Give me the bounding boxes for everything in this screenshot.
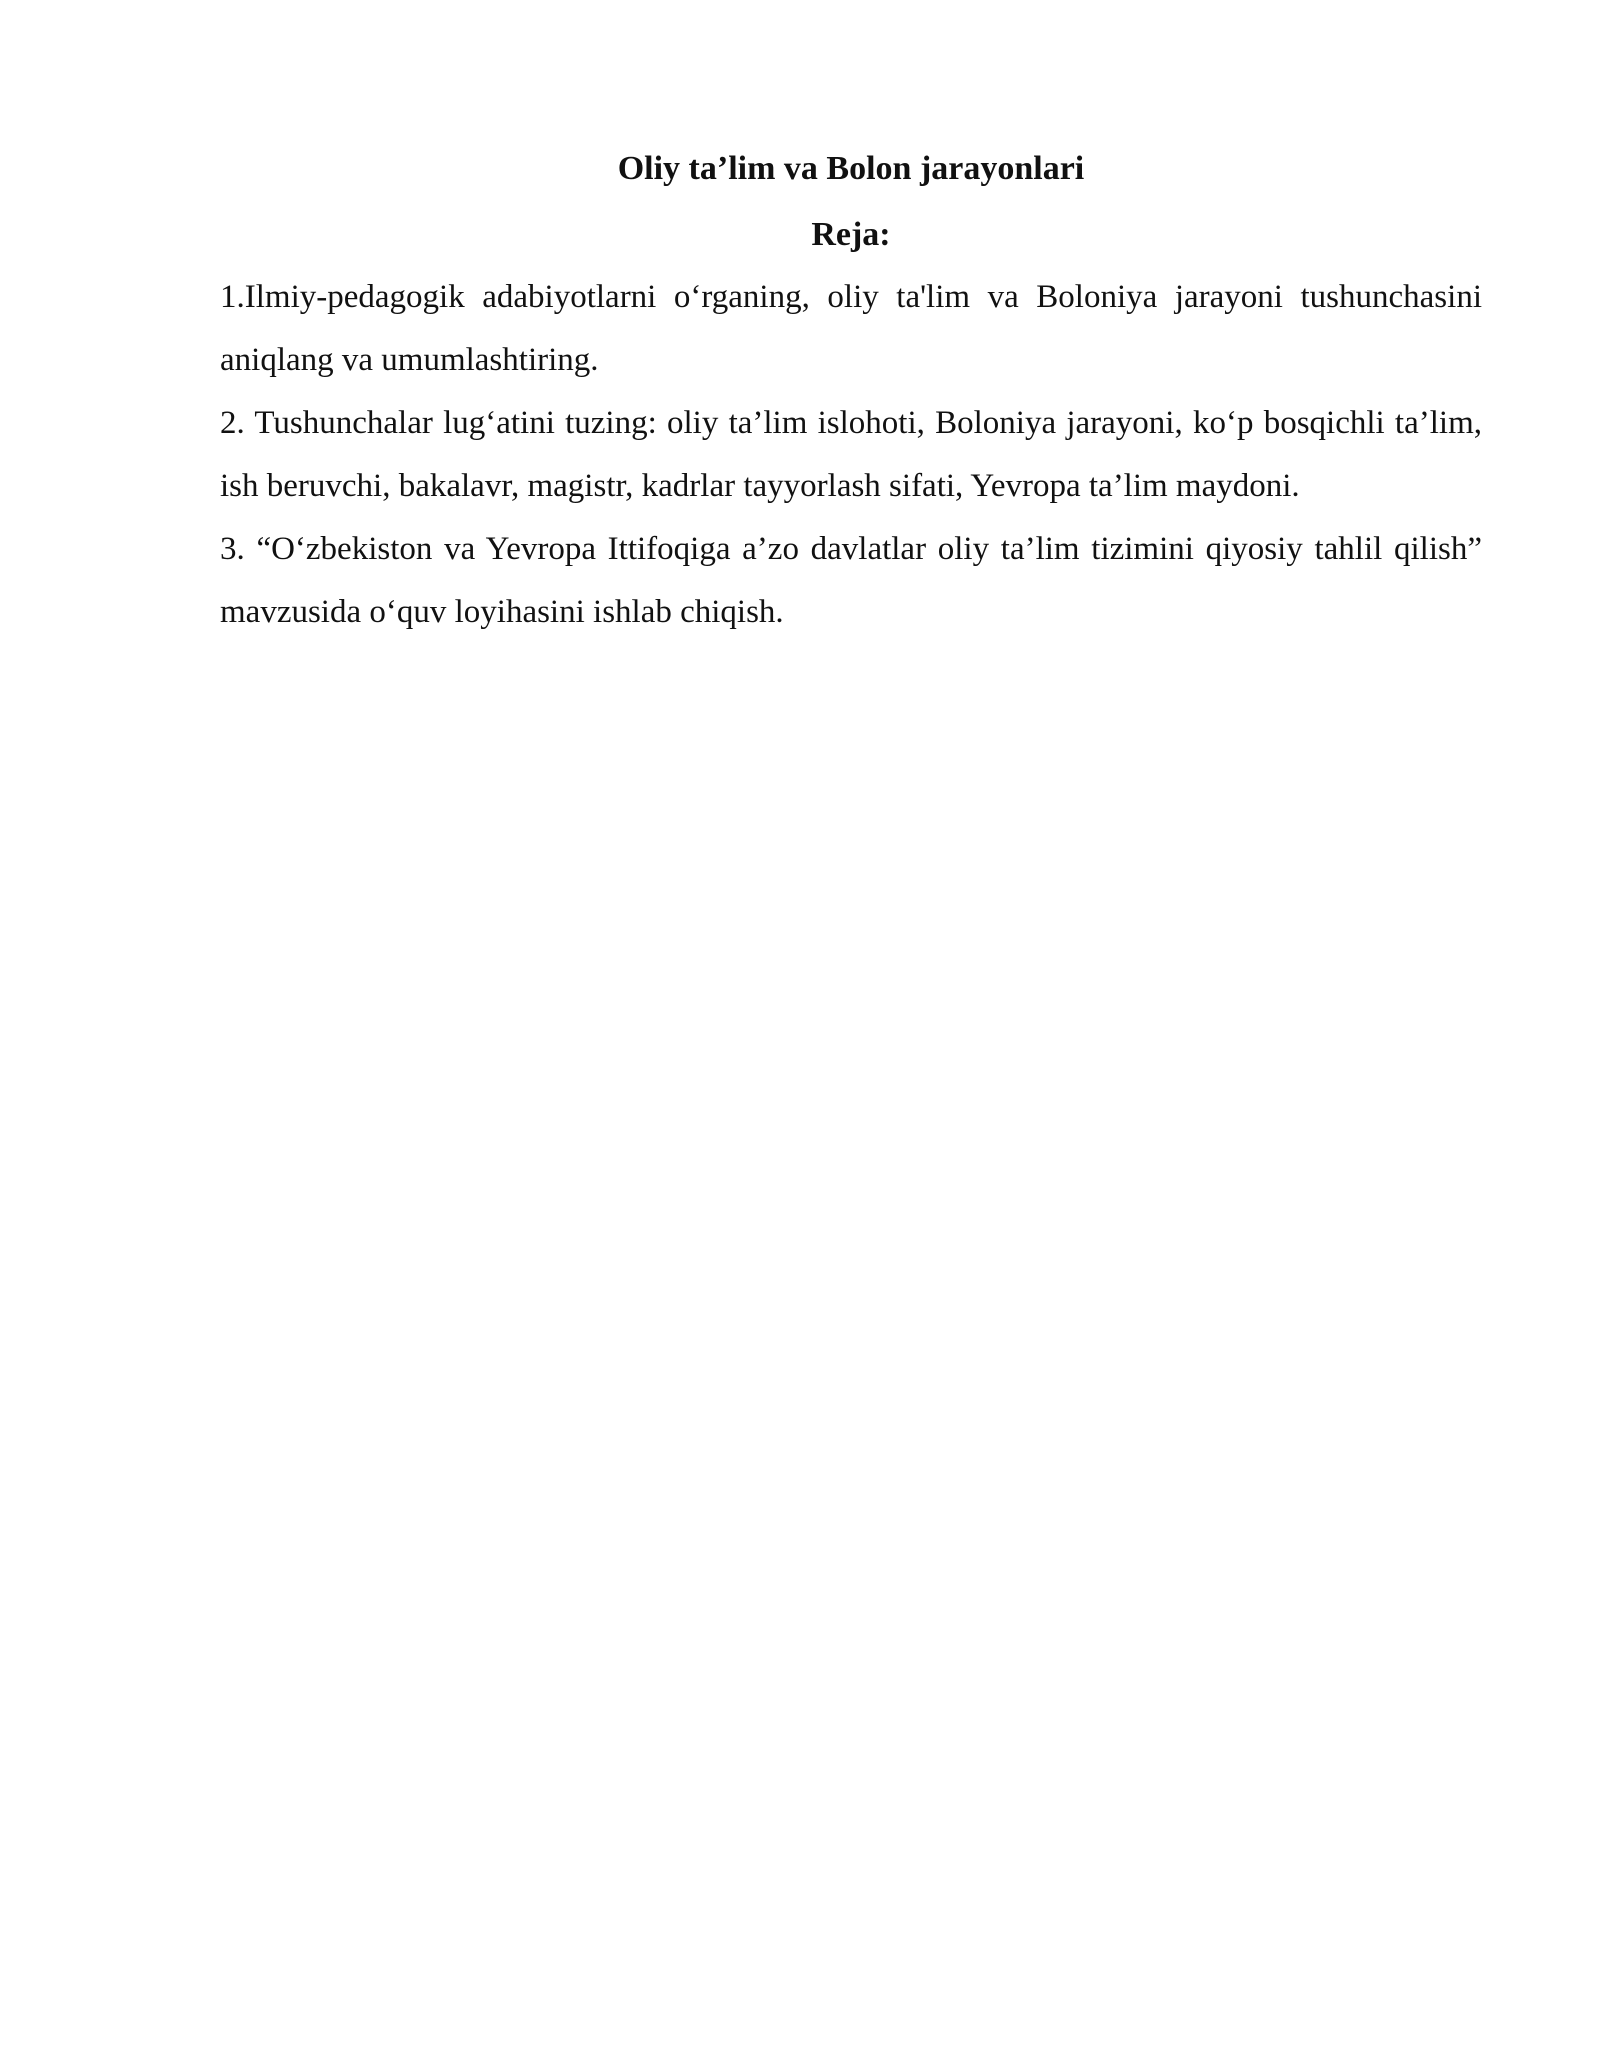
plan-heading: Reja: bbox=[811, 216, 891, 253]
plan-list bbox=[220, 266, 1482, 644]
document-content bbox=[220, 138, 1482, 644]
document-title: Oliy ta’lim va Bolon jarayonlari bbox=[617, 150, 1085, 187]
plan-item-1: 1.Ilmiy-pedagogik adabiyotlarni o‘rganing, oliy ta'lim va Boloniya jarayoni tushunchasini aniqlang va umumlashtiring. bbox=[220, 279, 1482, 378]
plan-item-2: 2. Tushunchalar lug‘atini tuzing: oliy ta’lim islohoti, Boloniya jarayoni, ko‘p bosqichli ta’lim, ish beruvchi, bakalavr, magistr, kadrlar tayyorlash sifati, Yevropa ta’lim maydoni. bbox=[220, 405, 1482, 504]
plan-item-3: 3. “O‘zbekiston va Yevropa Ittifoqiga a’zo davlatlar oliy ta’lim tizimini qiyosiy tahlil qilish” mavzusida o‘quv loyihasini ishlab chiqish. bbox=[220, 531, 1482, 630]
